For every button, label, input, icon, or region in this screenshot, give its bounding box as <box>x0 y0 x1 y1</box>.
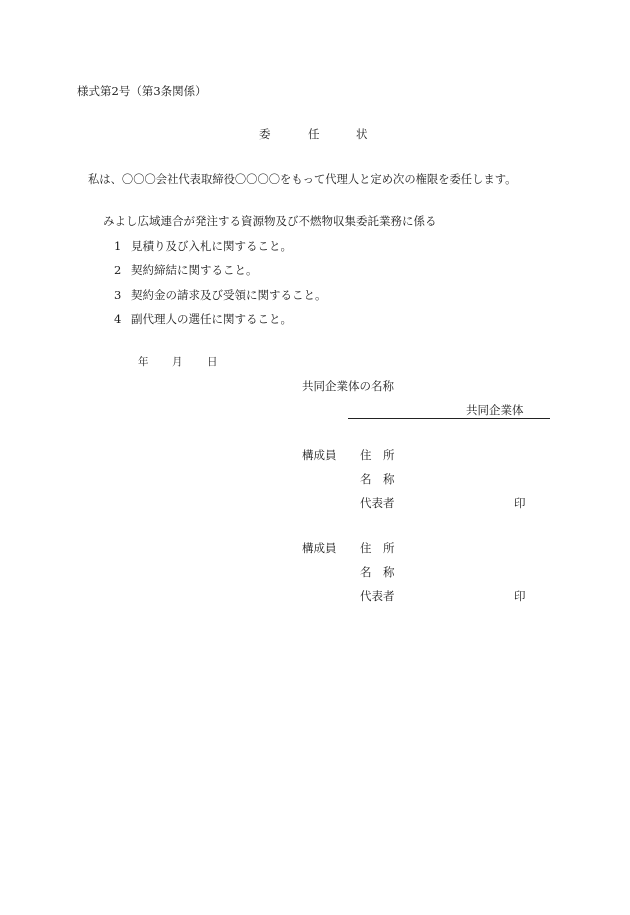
member-name-label: 名 称 <box>360 472 395 486</box>
jv-name-label: 共同企業体の名称 <box>302 379 394 393</box>
member-address-label: 住 所 <box>360 448 395 462</box>
member-rep-label: 代表者 <box>360 496 395 510</box>
date-day-label: 日 <box>207 356 218 368</box>
list-item-text: 契約金の請求及び受領に関すること。 <box>131 288 327 302</box>
list-item-text: 見積り及び入札に関すること。 <box>131 239 292 253</box>
list-item-text: 副代理人の選任に関すること。 <box>131 312 292 326</box>
member-address-label: 住 所 <box>360 541 395 555</box>
member-role-label: 構成員 <box>302 448 337 462</box>
date-year-label: 年 <box>138 356 149 368</box>
title-char-3: 状 <box>356 127 368 141</box>
list-item-number: 1 <box>114 239 122 253</box>
list-item-text: 契約締結に関すること。 <box>131 263 258 277</box>
list-item-number: 4 <box>114 312 122 326</box>
form-number-label: 様式第2号（第3条関係） <box>77 84 207 98</box>
list-item-number: 3 <box>114 288 122 302</box>
seal-mark: 印 <box>514 589 526 603</box>
scope-line: みよし広域連合が発注する資源物及び不燃物収集委託業務に係る <box>103 214 437 228</box>
member-role-label: 構成員 <box>302 541 337 555</box>
list-item-number: 2 <box>114 263 122 277</box>
member-rep-label: 代表者 <box>360 589 395 603</box>
title-char-2: 任 <box>308 127 320 141</box>
jv-suffix: 共同企業体 <box>466 403 524 417</box>
title-char-1: 委 <box>259 127 271 141</box>
jv-name-underline <box>348 418 550 419</box>
seal-mark: 印 <box>514 496 526 510</box>
date-month-label: 月 <box>172 356 183 368</box>
intro-paragraph: 私は、〇〇〇会社代表取締役〇〇〇〇をもって代理人と定め次の権限を委任します。 <box>88 173 517 186</box>
member-name-label: 名 称 <box>360 565 395 579</box>
